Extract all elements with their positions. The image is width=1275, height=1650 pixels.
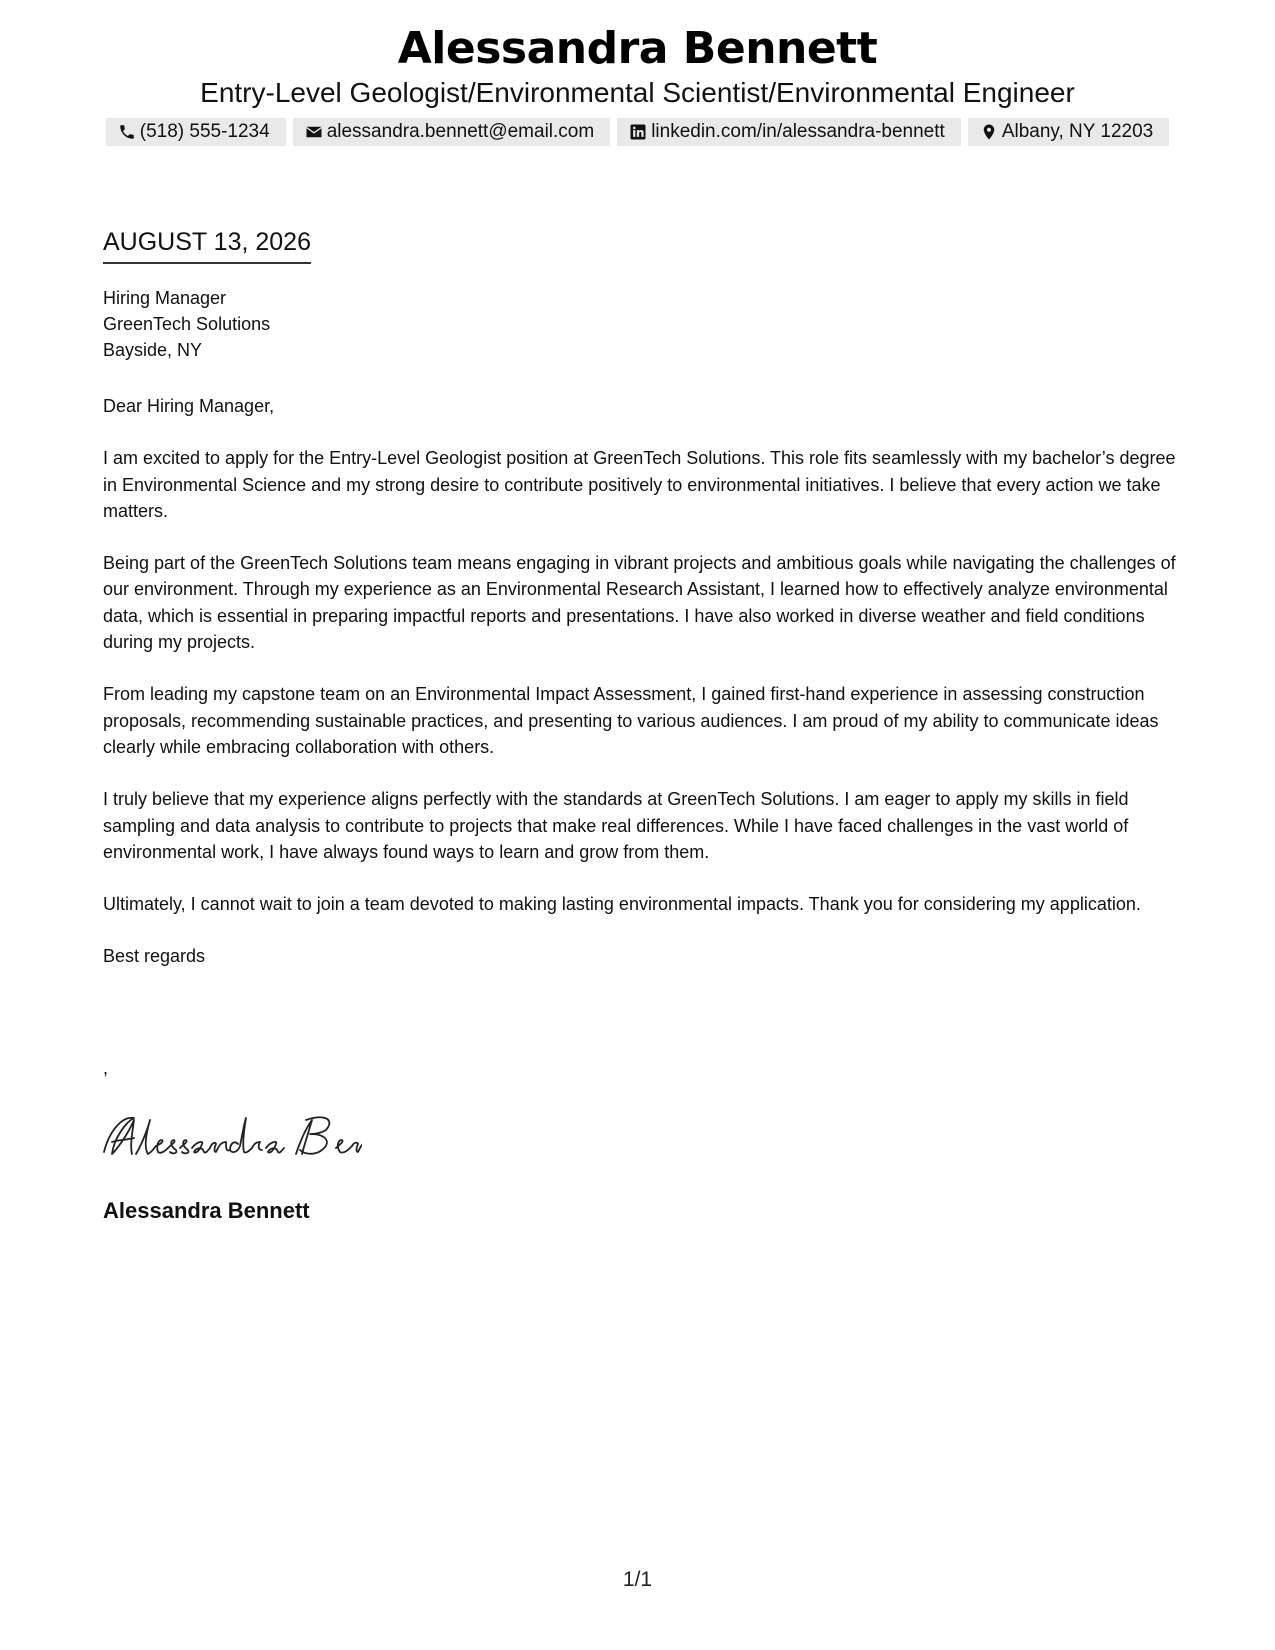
page-indicator: 1/1 [622, 1568, 653, 1591]
salutation: Dear Hiring Manager, [103, 396, 275, 416]
applicant-title: Entry-Level Geologist/Environmental Scientist/Environmental Engineer [200, 77, 1075, 108]
handwritten-signature [100, 1108, 362, 1164]
letter-header [0, 22, 1275, 146]
map-pin-icon [980, 123, 998, 141]
body-paragraph: Ultimately, I cannot wait to join a team devoted to making lasting environmental impacts. Thank you for considering my application. [103, 894, 1141, 915]
location-text: Albany, NY 12203 [1001, 121, 1154, 142]
envelope-icon [305, 123, 323, 141]
body-paragraph: From leading my capstone team on an Environmental Impact Assessment, I gained first-hand experience in assessing construction proposals, recommending sustainable practices, and presenting to various audiences. I am proud of my ability to communicate ideas clearly while embracing collaboration with others. [103, 684, 1159, 757]
recipient-block [103, 285, 270, 363]
recipient-company: GreenTech Solutions [103, 314, 271, 334]
recipient-line: Hiring Manager [103, 288, 227, 308]
recipient-location: Bayside, NY [103, 340, 203, 360]
body-paragraph: I am excited to apply for the Entry-Level Geologist position at GreenTech Solutions. This role fits seamlessly with my bachelor’s degree in Environmental Science and my strong desire to contribute positively to environmental initiatives. I believe that every action we take matters. [103, 448, 1176, 521]
applicant-name: Alessandra Bennett [397, 23, 878, 74]
closing: Best regards [103, 946, 206, 967]
contact-location [968, 118, 1169, 146]
contact-email [293, 118, 610, 146]
email-text: alessandra.bennett@email.com [326, 121, 595, 142]
letter-date: AUGUST 13, 2026 [103, 226, 311, 264]
closing-comma: , [103, 1058, 109, 1078]
phone-text: (518) 555-1234 [139, 121, 270, 142]
linkedin-text: linkedin.com/in/alessandra-bennett [651, 121, 945, 142]
contact-linkedin [617, 118, 961, 146]
body-paragraph: Being part of the GreenTech Solutions team means engaging in vibrant projects and ambitious goals while navigating the challenges of our environment. Through my experience as an Environmental Research Assistant, I learned how to effectively analyze environmental data, which is essential in preparing impactful reports and presentations. I have also worked in diverse weather and field conditions during my projects. [103, 553, 1176, 653]
body-paragraph: I truly believe that my experience aligns perfectly with the standards at GreenTech Solutions. I am eager to apply my skills in field sampling and data analysis to contribute to projects that make real differences. While I have faced challenges in the vast world of environmental work, I have always found ways to learn and grow from them. [103, 789, 1129, 862]
phone-icon [118, 123, 136, 141]
contact-bar [0, 118, 1275, 146]
linkedin-icon [629, 123, 647, 141]
letter-body [103, 393, 1183, 996]
signer-name: Alessandra Bennett [103, 1198, 310, 1223]
contact-phone [106, 118, 286, 146]
